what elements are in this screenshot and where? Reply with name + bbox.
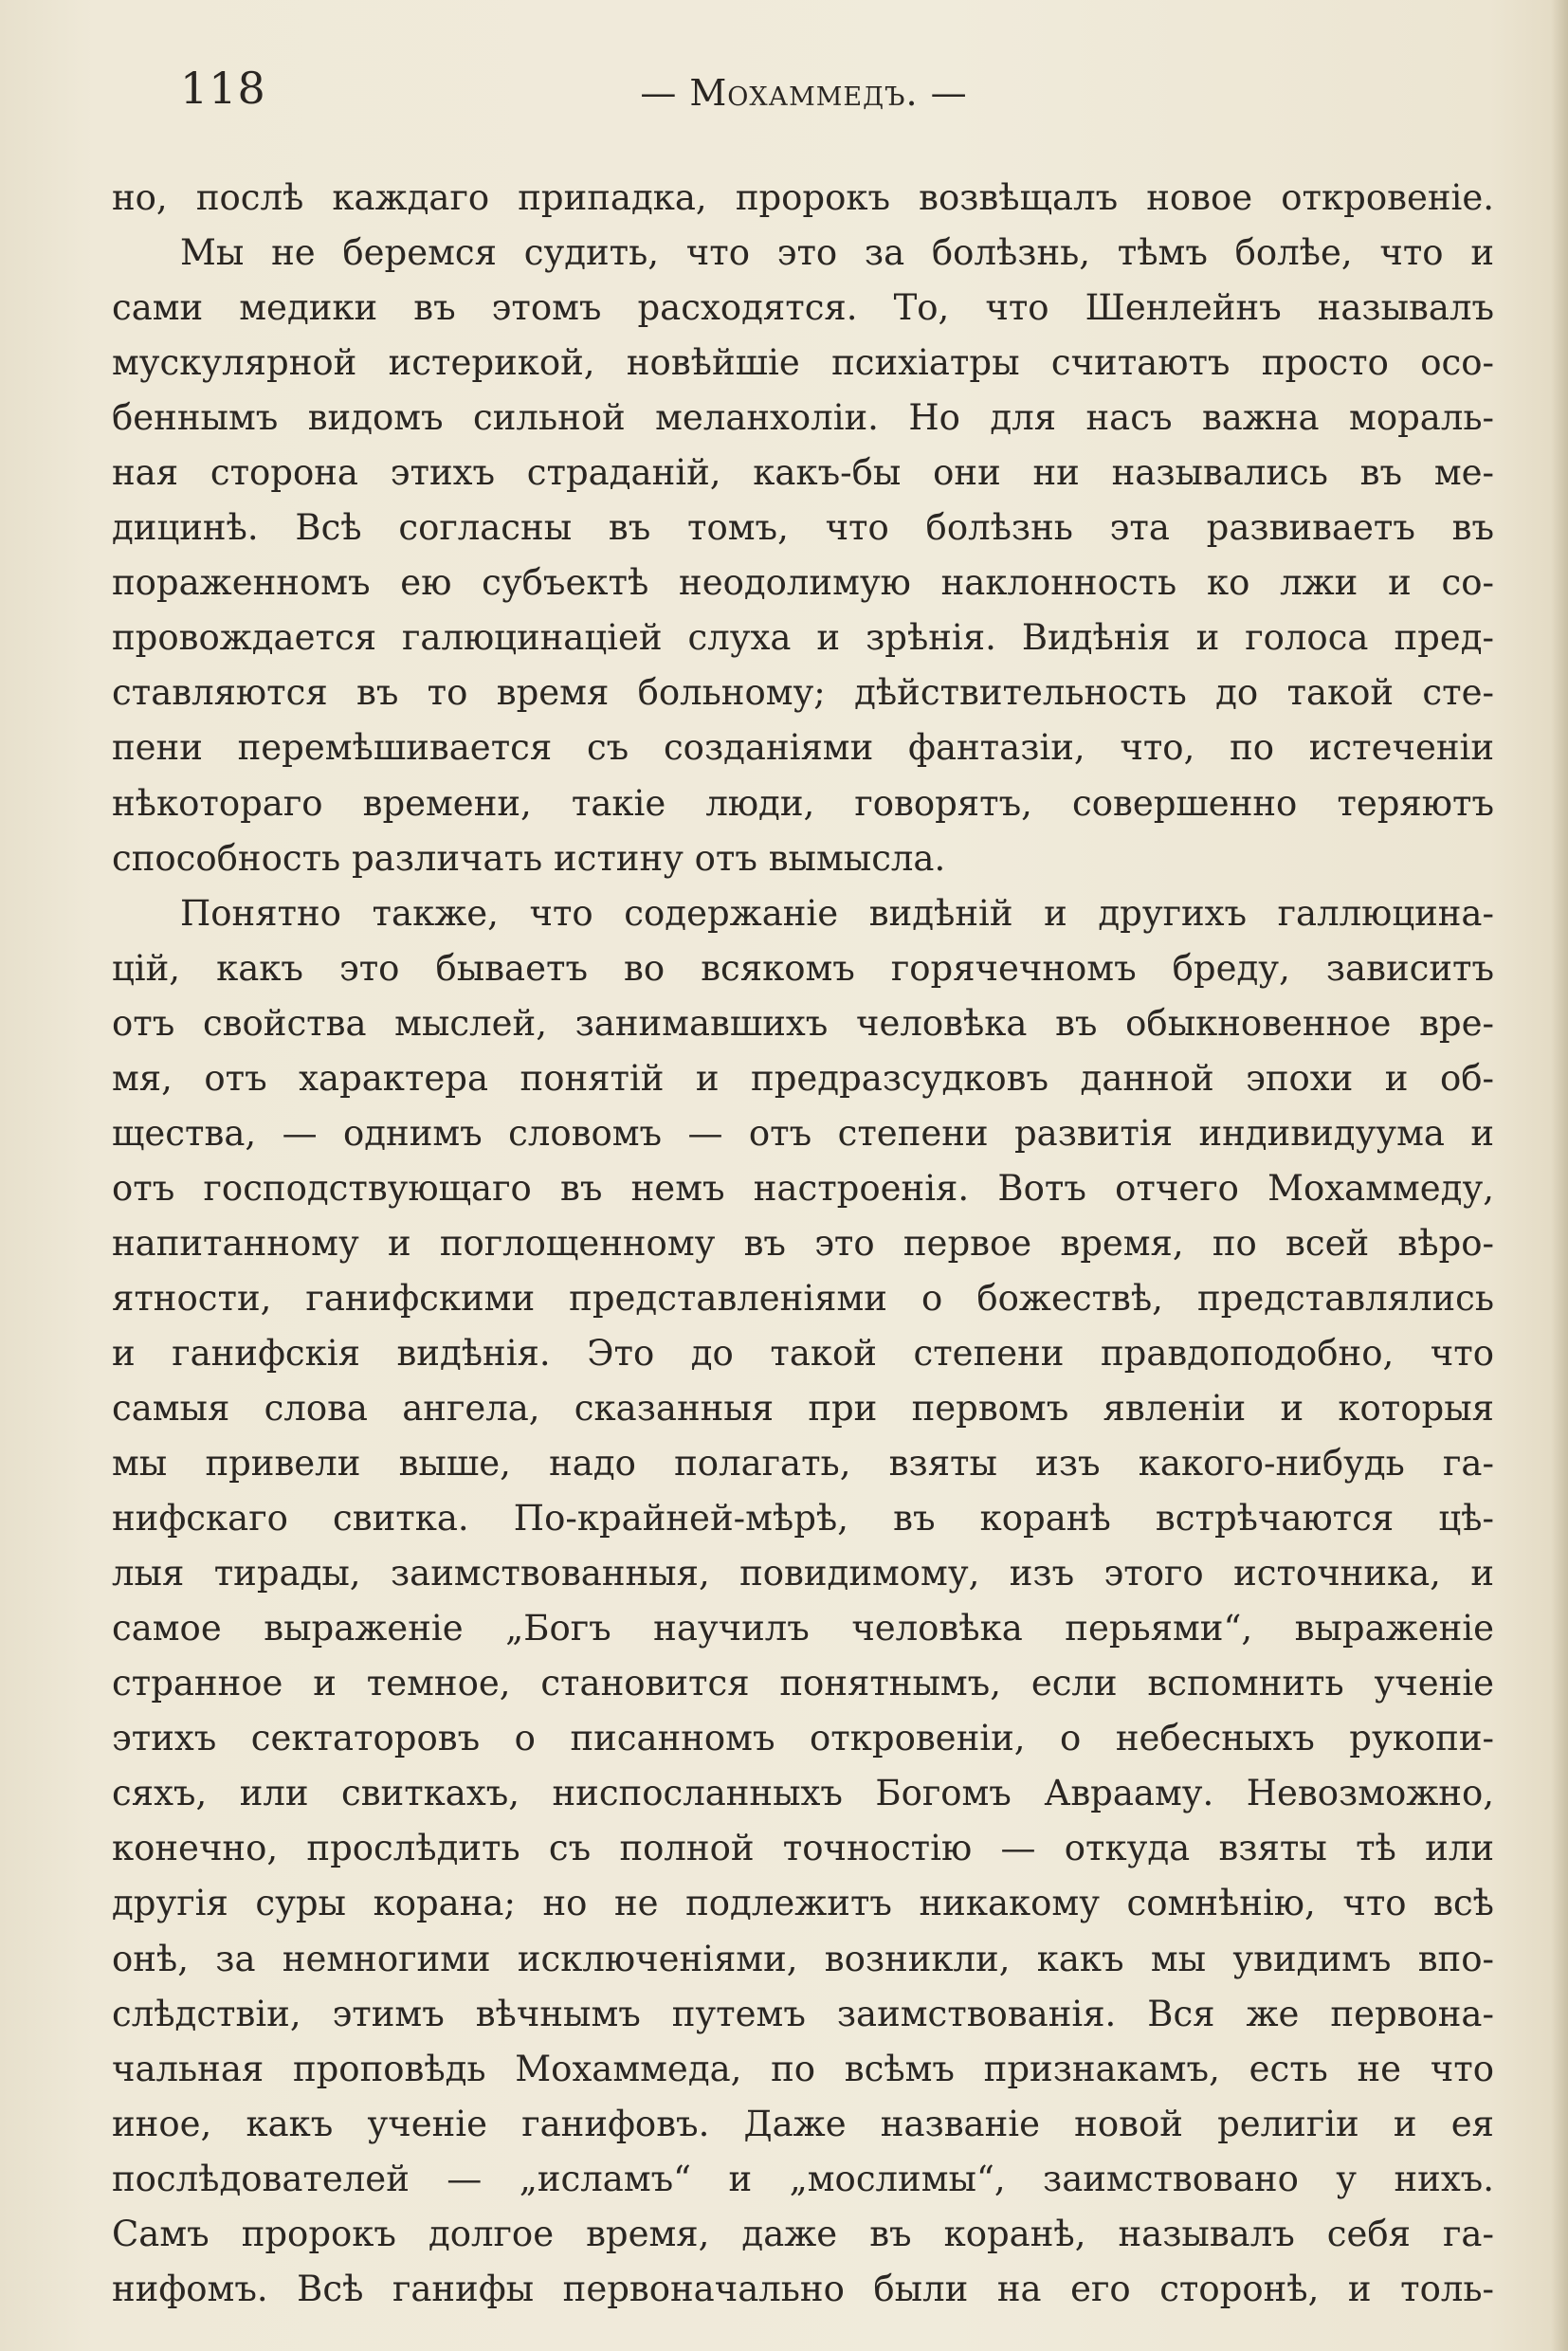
text-line: отъ господствующаго въ немъ настроенiя. Вотъ отчего Мохаммеду, [112,1167,1494,1209]
page-edge-shadow [1551,0,1568,2351]
text-line: сяхъ, или свиткахъ, ниспосланныхъ Богомъ Аврааму. Невозможно, [112,1773,1494,1814]
running-head: — Мохаммедъ. — [640,72,968,114]
text-line: пени перемѣшивается съ созданiями фантазiи, что, по истеченiи [112,727,1494,769]
text-line: мускулярной истерикой, новѣйшiе психiатры считаютъ просто осо- [112,342,1494,384]
text-line: отъ свойства мыслей, занимавшихъ человѣка въ обыкновенное вре- [112,1002,1494,1044]
text-line: но, послѣ каждаго припадка, пророкъ возвѣщалъ новое откровенiе. [112,177,1494,218]
text-line: странное и темное, становится понятнымъ, если вспомнить ученiе [112,1663,1494,1704]
text-line: нѣкотораго времени, такiе люди, говорятъ, совершенно теряютъ [112,782,1494,824]
text-line: нифскаго свитка. По-крайней-мѣрѣ, въ коранѣ встрѣчаются цѣ- [112,1498,1494,1540]
text-line: и ганифскiя видѣнiя. Это до такой степени правдоподобно, что [112,1332,1494,1374]
text-line: конечно, прослѣдить съ полной точностiю — откуда взяты тѣ или [112,1828,1494,1869]
text-line: сами медики въ этомъ расходятся. То, что Шенлейнъ называлъ [112,287,1494,329]
text-line: другiя суры корана; но не подлежитъ никакому сомнѣнiю, что всѣ [112,1883,1494,1924]
text-line: лыя тирады, заимствованныя, повидимому, изъ этого источника, и [112,1553,1494,1595]
text-line: иное, какъ ученiе ганифовъ. Даже названiе новой религiи и ея [112,2103,1494,2144]
text-line: провождается галюцинацiей слуха и зрѣнiя. Видѣнiя и голоса пред- [112,617,1494,659]
text-line: мя, отъ характера понятiй и предразсудковъ данной эпохи и об- [112,1057,1494,1099]
body-text [112,171,1494,2317]
text-line: Самъ пророкъ долгое время, даже въ коранѣ, называлъ себя га- [112,2213,1494,2254]
text-line: пораженномъ ею субъектѣ неодолимую наклонность ко лжи и со- [112,562,1494,604]
text-line: послѣдователей — „исламъ“ и „мослимы“, заимствовано у нихъ. [112,2158,1494,2199]
text-line: дицинѣ. Всѣ согласны въ томъ, что болѣзнь эта развиваетъ въ [112,507,1494,549]
text-line: слѣдствiи, этимъ вѣчнымъ путемъ заимствованiя. Вся же первона- [112,1993,1494,2034]
text-line: самыя слова ангела, сказанныя при первомъ явленiи и которыя [112,1388,1494,1430]
page-number: 118 [180,63,266,114]
text-line: Понятно также, что содержанiе видѣнiй и другихъ галлюцина- [180,892,1494,934]
text-line: нифомъ. Всѣ ганифы первоначально были на его сторонѣ, и толь- [112,2268,1494,2309]
text-line: чальная проповѣдь Мохаммеда, по всѣмъ признакамъ, есть не что [112,2048,1494,2089]
text-line: щества, — однимъ словомъ — отъ степени развитiя индивидуума и [112,1112,1494,1154]
text-line: ятности, ганифскими представленiями о божествѣ, представлялись [112,1277,1494,1319]
page-header [112,59,1496,125]
text-line: этихъ сектаторовъ о писанномъ откровенiи, о небесныхъ рукопи- [112,1718,1494,1759]
text-line: напитанному и поглощенному въ это первое время, по всей вѣро- [112,1222,1494,1264]
text-line: цiй, какъ это бываетъ во всякомъ горячечномъ бреду, зависитъ [112,947,1494,989]
text-line: ставляются въ то время больному; дѣйствительность до такой сте- [112,672,1494,714]
text-line: онѣ, за немногими исключенiями, возникли, какъ мы увидимъ впо- [112,1938,1494,1979]
text-line: ная сторона этихъ страданiй, какъ-бы они ни назывались въ ме- [112,452,1494,494]
text-line: мы привели выше, надо полагать, взяты изъ какого-нибудь га- [112,1443,1494,1485]
text-line: самое выраженiе „Богъ научилъ человѣка перьями“, выраженiе [112,1608,1494,1649]
text-line: способность различать истину отъ вымысла. [112,837,946,879]
text-line: беннымъ видомъ сильной меланхолiи. Но для насъ важна мораль- [112,397,1494,439]
text-line: Мы не беремся судить, что это за болѣзнь, тѣмъ болѣе, что и [180,232,1494,274]
